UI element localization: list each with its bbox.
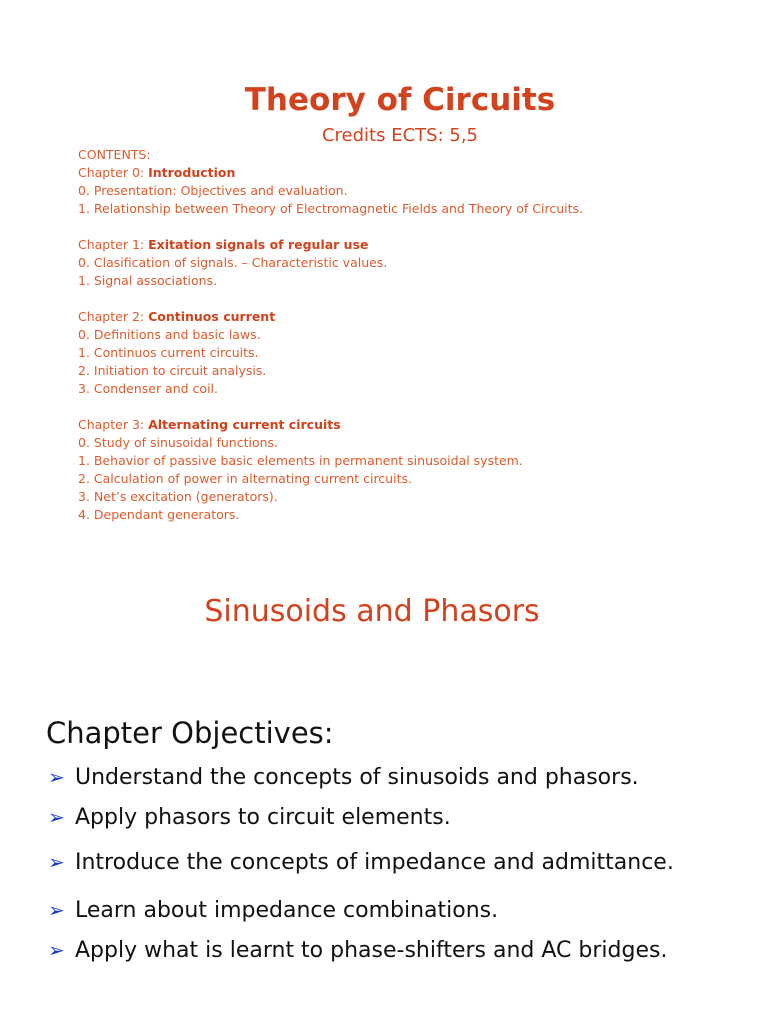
objective-item xyxy=(46,937,746,964)
section-title: Sinusoids and Phasors xyxy=(204,594,540,629)
chapter-prefix: Chapter 2: xyxy=(78,309,149,324)
arrow-right-icon: ➢ xyxy=(48,850,65,874)
objective-item xyxy=(46,804,746,831)
arrow-right-icon: ➢ xyxy=(48,898,65,922)
chapter-objectives xyxy=(46,716,746,964)
chapter-3 xyxy=(78,416,758,524)
objective-item xyxy=(46,849,746,876)
objective-text: Apply what is learnt to phase-shifters and AC bridges. xyxy=(75,938,668,963)
arrow-right-icon: ➢ xyxy=(48,765,65,789)
chapter-title: Exitation signals of regular use xyxy=(148,237,369,252)
chapter-title: Alternating current circuits xyxy=(148,417,341,432)
chapter-prefix: Chapter 3: xyxy=(78,417,149,432)
chapter-item: 0. Study of sinusoidal functions. xyxy=(78,435,279,450)
arrow-right-icon: ➢ xyxy=(48,805,65,829)
objective-item xyxy=(46,897,746,924)
chapter-item: 0. Presentation: Objectives and evaluation. xyxy=(78,183,348,198)
objective-text: Learn about impedance combinations. xyxy=(75,898,499,923)
chapter-1 xyxy=(78,236,758,290)
chapter-heading xyxy=(78,164,758,182)
chapter-prefix: Chapter 0: xyxy=(78,165,149,180)
contents-label: CONTENTS: xyxy=(78,147,151,162)
chapter-heading xyxy=(78,308,758,326)
chapter-title: Introduction xyxy=(148,165,236,180)
chapter-item: 3. Net’s excitation (generators). xyxy=(78,489,278,504)
chapter-item: 1. Signal associations. xyxy=(78,273,218,288)
chapter-2 xyxy=(78,308,758,398)
chapter-heading xyxy=(78,236,758,254)
chapter-title: Continuos current xyxy=(148,309,276,324)
course-credits: Credits ECTS: 5,5 xyxy=(321,125,478,146)
objective-text: Understand the concepts of sinusoids and phasors. xyxy=(75,765,639,790)
chapter-item: 1. Relationship between Theory of Electromagnetic Fields and Theory of Circuits. xyxy=(78,201,583,216)
chapter-item: 1. Behavior of passive basic elements in permanent sinusoidal system. xyxy=(78,453,523,468)
course-title: Theory of Circuits xyxy=(244,82,556,118)
chapter-item: 0. Clasification of signals. – Characteristic values. xyxy=(78,255,388,270)
chapter-item: 0. Definitions and basic laws. xyxy=(78,327,261,342)
objective-item xyxy=(46,764,746,791)
chapter-0 xyxy=(78,164,758,218)
chapter-item: 3. Condenser and coil. xyxy=(78,381,218,396)
chapter-item: 2. Calculation of power in alternating current circuits. xyxy=(78,471,412,486)
chapter-item: 2. Initiation to circuit analysis. xyxy=(78,363,267,378)
arrow-right-icon: ➢ xyxy=(48,938,65,962)
objectives-heading: Chapter Objectives: xyxy=(46,716,334,750)
objective-text: Introduce the concepts of impedance and admittance. xyxy=(75,850,674,875)
chapter-item: 1. Continuos current circuits. xyxy=(78,345,259,360)
chapter-item: 4. Dependant generators. xyxy=(78,507,240,522)
chapter-prefix: Chapter 1: xyxy=(78,237,149,252)
objectives-list xyxy=(46,764,746,964)
objective-text: Apply phasors to circuit elements. xyxy=(75,805,451,830)
contents-list xyxy=(78,146,758,524)
chapter-heading xyxy=(78,416,758,434)
